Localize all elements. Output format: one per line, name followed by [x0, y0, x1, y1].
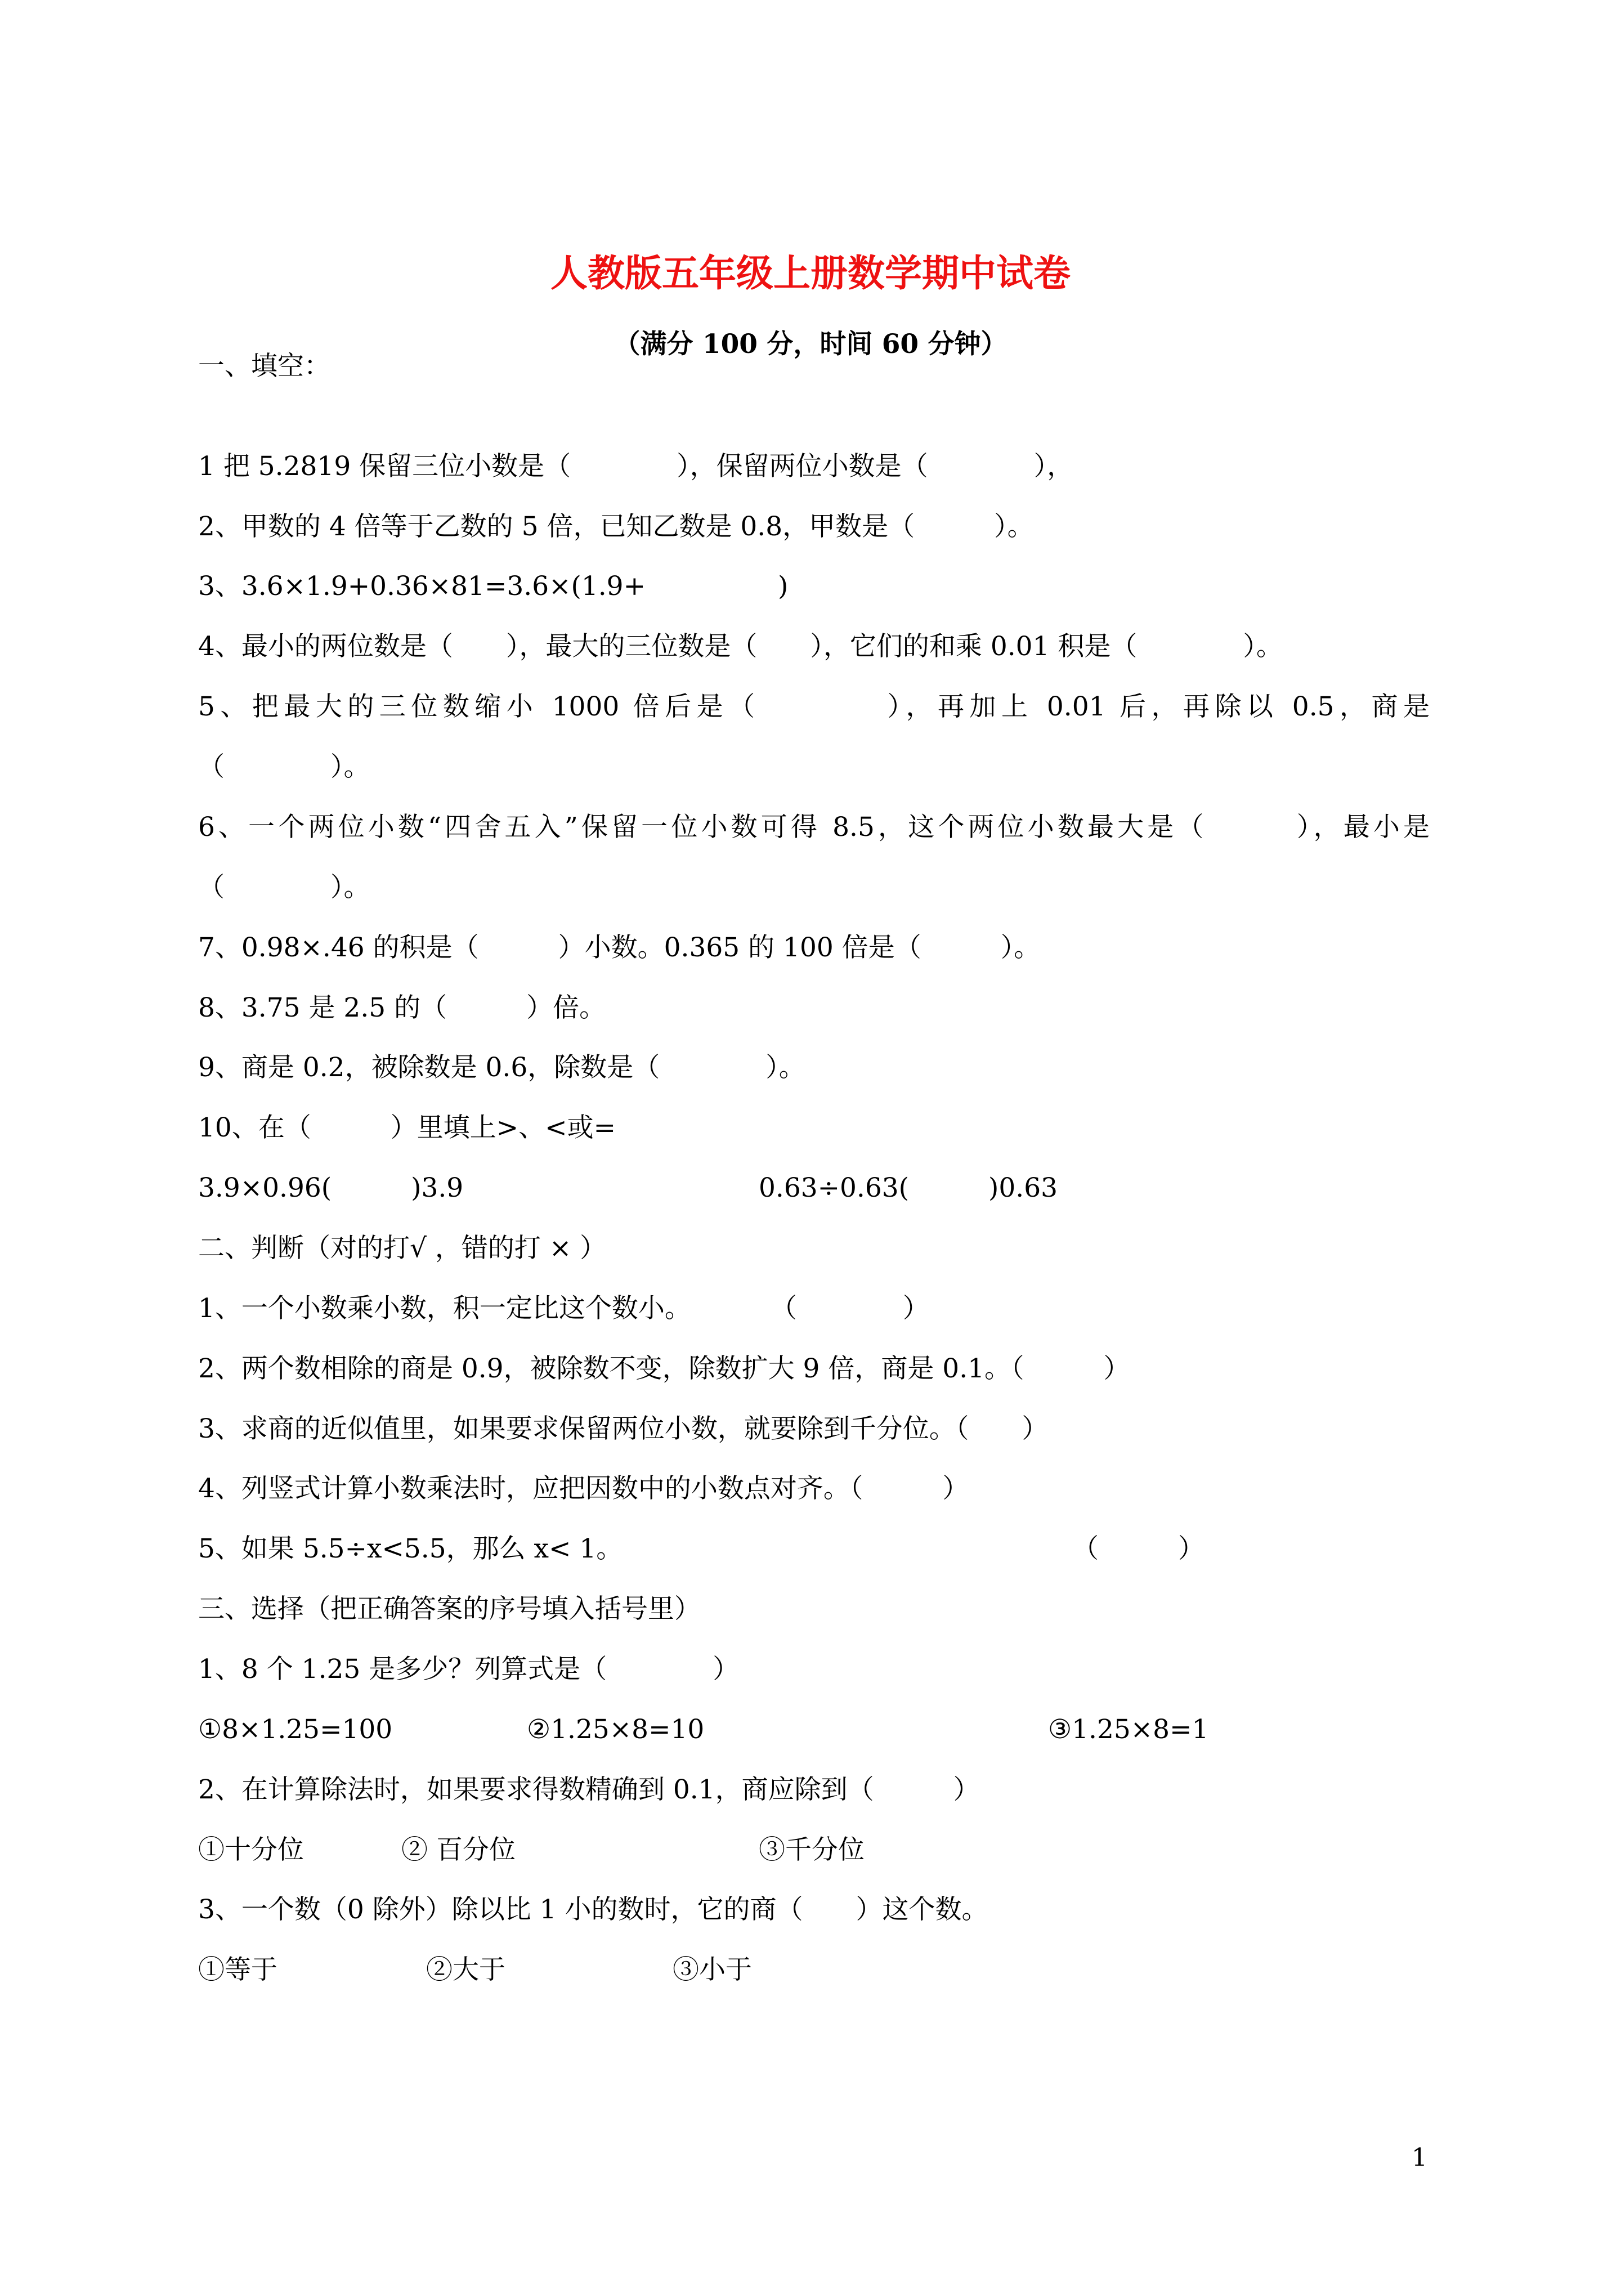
question-choice-2: 2、在计算除法时，如果要求得数精确到 0.1，商应除到（ ）	[198, 1774, 980, 1805]
choice-1-option-2: ②1.25×8=10	[527, 1714, 705, 1745]
choice-1-option-3: ③1.25×8=1	[1048, 1714, 1209, 1745]
choice-2-option-1: ①十分位	[198, 1834, 304, 1865]
question-judge-1: 1、一个小数乘小数，积一定比这个数小。 （ ）	[198, 1293, 929, 1324]
question-fill-4: 4、最小的两位数是（ ），最大的三位数是（ ），它们的和乘 0.01 积是（ ）。	[198, 631, 1283, 662]
choice-2-option-3: ③千分位	[759, 1834, 865, 1865]
question-fill-9: 9、商是 0.2，被除数是 0.6，除数是（ ）。	[198, 1052, 805, 1083]
section-heading-choice: 三、选择（把正确答案的序号填入括号里）	[198, 1594, 701, 1624]
section-heading-fill-in: 一、填空：	[198, 351, 330, 382]
question-fill-10: 10、在（ ）里填上>、<或=	[198, 1112, 616, 1143]
choice-3-option-3: ③小于	[673, 1954, 752, 1985]
question-choice-3: 3、一个数（0 除外）除以比 1 小的数时，它的商（ ）这个数。	[198, 1894, 988, 1925]
question-fill-5-line-2: （ ）。	[198, 751, 370, 782]
question-fill-10-part-a: 3.9×0.96( )3.9	[198, 1172, 464, 1203]
question-fill-1: 1 把 5.2819 保留三位小数是（ ），保留两位小数是（ ），	[198, 451, 1074, 482]
question-judge-4: 4、列竖式计算小数乘法时，应把因数中的小数点对齐。（ ）	[198, 1473, 969, 1504]
question-fill-6-line-1: 6、一个两位小数“四舍五入”保留一位小数可得 8.5，这个两位小数最大是（ ），最小是	[198, 812, 1430, 843]
exam-title: 人教版五年级上册数学期中试卷	[550, 251, 1071, 295]
question-judge-5-answer-paren: （ ）	[1072, 1533, 1204, 1564]
question-fill-3: 3、3.6×1.9+0.36×81=3.6×(1.9+ )	[198, 571, 789, 602]
question-fill-10-part-b: 0.63÷0.63( )0.63	[759, 1172, 1058, 1203]
choice-3-option-1: ①等于	[198, 1954, 277, 1985]
exam-subtitle: （满分 100 分，时间 60 分钟）	[614, 329, 1007, 360]
question-fill-2: 2、甲数的 4 倍等于乙数的 5 倍，已知乙数是 0.8，甲数是（ ）。	[198, 511, 1034, 542]
section-heading-judgment: 二、判断（对的打√ ，错的打 × ）	[198, 1233, 607, 1264]
choice-2-option-2: ② 百分位	[401, 1834, 516, 1865]
question-judge-2: 2、两个数相除的商是 0.9，被除数不变，除数扩大 9 倍，商是 0.1。（ ）	[198, 1353, 1130, 1384]
question-fill-8: 8、3.75 是 2.5 的（ ）倍。	[198, 992, 606, 1023]
question-judge-5: 5、如果 5.5÷x<5.5，那么 x< 1。	[198, 1533, 623, 1564]
choice-3-option-2: ②大于	[426, 1954, 505, 1985]
question-fill-5-line-1: 5、把最大的三位数缩小 1000 倍后是（ ），再加上 0.01 后，再除以 0.5，商是	[198, 691, 1430, 722]
page-number: 1	[1412, 2143, 1427, 2172]
question-judge-3: 3、求商的近似值里，如果要求保留两位小数，就要除到千分位。（ ）	[198, 1413, 1049, 1444]
question-choice-1: 1、8 个 1.25 是多少？列算式是（ ）	[198, 1654, 740, 1685]
choice-1-option-1: ①8×1.25=100	[198, 1714, 393, 1745]
question-fill-6-line-2: （ ）。	[198, 872, 370, 903]
question-fill-7: 7、0.98×.46 的积是（ ）小数。0.365 的 100 倍是（ ）。	[198, 932, 1041, 963]
